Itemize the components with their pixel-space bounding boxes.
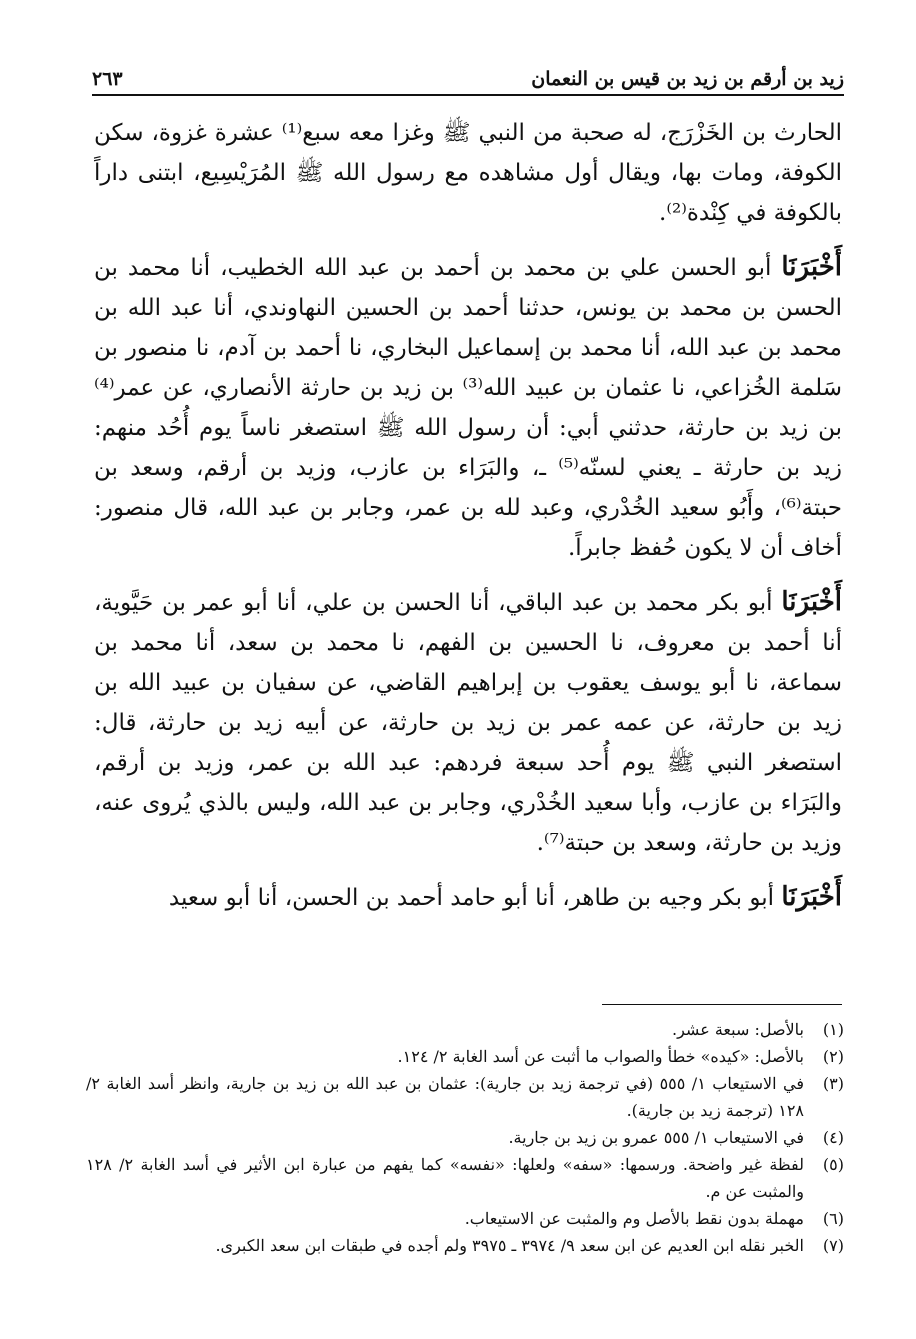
footnote-number: (١) [822, 1020, 844, 1039]
paragraph [94, 112, 842, 233]
footnote-number: (٣) [822, 1074, 844, 1093]
paragraph [94, 582, 842, 863]
paragraph-lead: أَخْبَرَنَا [781, 587, 842, 617]
footnote-number: (٧) [822, 1236, 844, 1255]
footnote-text: لفظة غير واضحة. ورسمها: «سفه» ولعلها: «نفسه» كما يفهم من عبارة ابن الأثير في أسد الغابة ٢/ ١٢٨ والمثبت عن م. [86, 1155, 804, 1201]
footnote [86, 1205, 844, 1232]
footnote-text: في الاستيعاب ١/ ٥٥٥ عمرو بن زيد بن جارية. [508, 1128, 804, 1147]
footnote-number: (٤) [822, 1128, 844, 1147]
page-number: ٢٦٣ [92, 68, 123, 90]
footnote-text: الخبر نقله ابن العديم عن ابن سعد ٩/ ٣٩٧٤ ـ ٣٩٧٥ ولم أجده في طبقات ابن سعد الكبرى. [215, 1236, 804, 1255]
paragraph [94, 877, 842, 918]
paragraph-lead: أَخْبَرَنَا [781, 252, 842, 282]
footnote [86, 1070, 844, 1124]
footnote-number: (٦) [822, 1209, 844, 1228]
footnote-number: (٢) [822, 1047, 844, 1066]
footnote [86, 1043, 844, 1070]
footnote [86, 1151, 844, 1205]
paragraph [94, 247, 842, 568]
footnote-text: بالأصل: سبعة عشر. [672, 1020, 804, 1039]
chapter-title: زيد بن أرقم بن زيد بن قيس بن النعمان [531, 68, 844, 90]
footnote-text: بالأصل: «كيده» خطأ والصواب ما أثبت عن أسد الغابة ٢/ ١٢٤. [397, 1047, 804, 1066]
header-rule [92, 94, 844, 96]
paragraph-text: أبو بكر وجيه بن طاهر، أنا أبو حامد أحمد بن الحسن، أنا أبو سعيد [168, 885, 782, 911]
paragraph-text: أبو بكر محمد بن عبد الباقي، أنا الحسن بن علي، أنا أبو عمر بن حَيَّوية، أنا أحمد بن معروف، نا الحسين بن الفهم، نا محمد بن سعد، أنا محمد بن سماعة، نا أبو يوسف يعقوب بن إبراهيم القاضي، عن سفيان بن عبيد الله بن زيد بن حارثة، عن عمه عمر بن زيد بن حارثة، عن أبيه زيد بن حارثة، قال: استصغر النبي ﷺ يوم أُحد سبعة فردهم: عبد الله بن عمر، وزيد بن أرقم، والبَرَاء بن عازب، وأبا سعيد الخُدْري، وجابر بن عبد الله، وليس بالذي يُروى عنه، وزيد بن حارثة، وسعد بن حبتة⁽⁷⁾. [94, 590, 843, 856]
paragraph-text: الحارث بن الخَزْرَج، له صحبة من النبي ﷺ وغزا معه سبع⁽¹⁾ عشرة غزوة، سكن الكوفة، ومات بها، ويقال أول مشاهده مع رسول الله ﷺ المُرَيْسِيع، ابتنى داراً بالكوفة في كِنْدة⁽²⁾. [94, 120, 842, 226]
running-header [92, 50, 844, 90]
footnote [86, 1016, 844, 1043]
footnote [86, 1232, 844, 1259]
paragraph-text: أبو الحسن علي بن محمد بن أحمد بن عبد الله الخطيب، أنا محمد بن الحسن بن محمد بن يونس، حدثنا أحمد بن الحسين النهاوندي، أنا عبد الله بن محمد بن عبد الله، أنا محمد بن إسماعيل البخاري، نا أحمد بن آدم، نا منصور بن سَلمة الخُزاعي، نا عثمان بن عبيد الله⁽³⁾ بن زيد بن حارثة الأنصاري، عن عمر⁽⁴⁾ بن زيد بن حارثة، حدثني أبي: أن رسول الله ﷺ استصغر ناساً يوم أُحُد منهم: زيد بن حارثة ـ يعني لسنّه⁽⁵⁾ ـ، والبَرَاء بن عازب، وزيد بن أرقم، وسعد بن حبتة⁽⁶⁾، وأَبُو سعيد الخُدْري، وعبد لله بن عمر، وجابر بن عبد الله، قال منصور: أخاف أن لا يكون حُفظ جابراً. [94, 255, 843, 561]
footnote-text: في الاستيعاب ١/ ٥٥٥ (في ترجمة زيد بن جارية): عثمان بن عبد الله بن زيد بن جارية، وانظر أسد الغابة ٢/ ١٢٨ (ترجمة زيد بن جارية). [86, 1074, 804, 1120]
footnote [86, 1124, 844, 1151]
paragraph-lead: أَخْبَرَنَا [781, 882, 842, 912]
main-text [94, 112, 842, 918]
footnote-text: مهملة بدون نقط بالأصل وم والمثبت عن الاستيعاب. [464, 1209, 804, 1228]
footnote-number: (٥) [822, 1155, 844, 1174]
footnote-separator [602, 1004, 842, 1005]
footnotes-list [86, 1016, 844, 1259]
